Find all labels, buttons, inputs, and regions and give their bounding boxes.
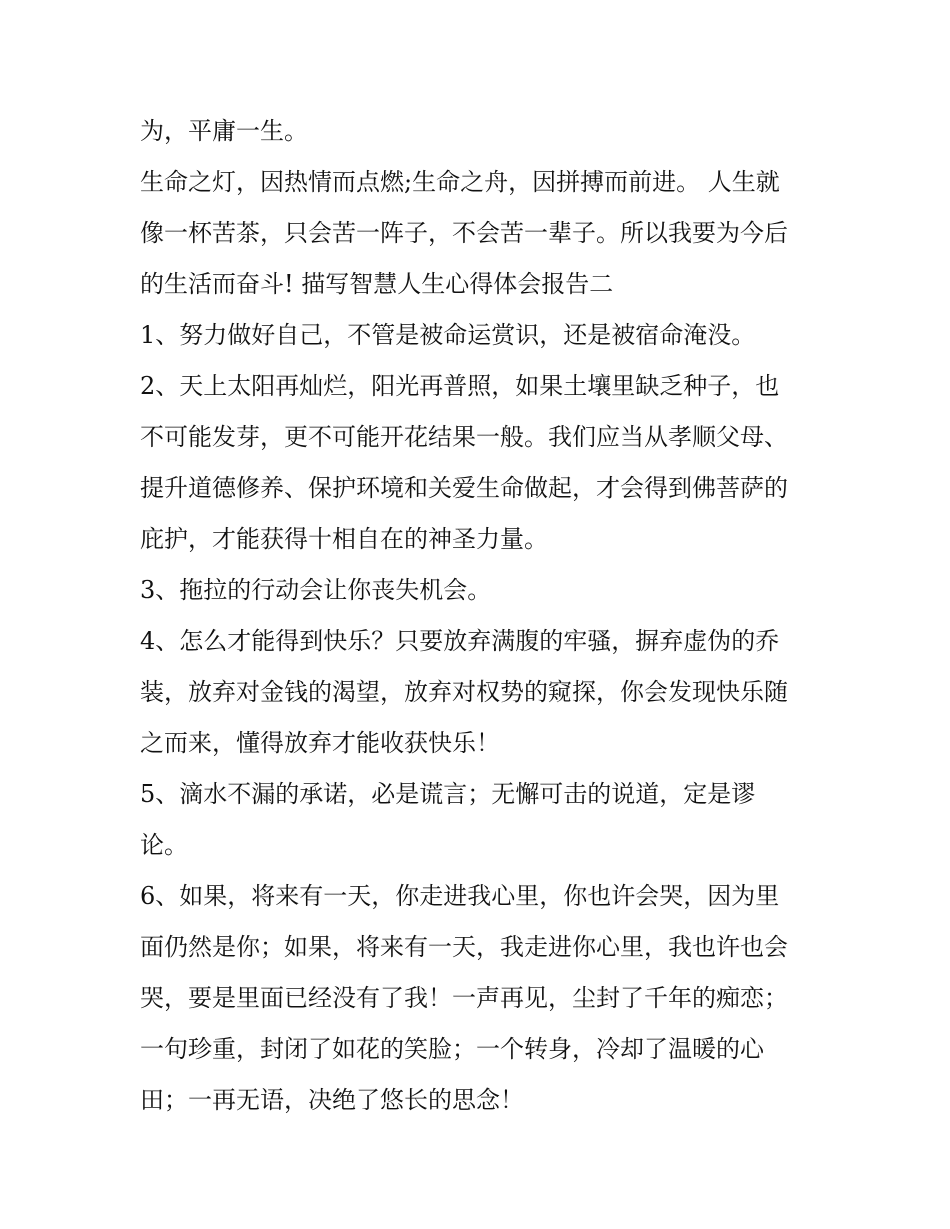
text-line: 不可能发芽，更不可能开花结果一般。我们应当从孝顺父母、 — [140, 423, 788, 451]
text-line: 的生活而奋斗! 描写智慧人生心得体会报告二 — [140, 270, 614, 298]
text-line: 一句珍重，封闭了如花的笑脸；一个转身，冷却了温暖的心 — [140, 1035, 764, 1063]
text-line: 6、如果，将来有一天，你走进我心里，你也许会哭，因为里 — [140, 882, 780, 910]
text-line: 庇护，才能获得十相自在的神圣力量。 — [140, 525, 548, 553]
text-line: 面仍然是你；如果，将来有一天，我走进你心里，我也许也会 — [140, 933, 788, 961]
text-line: 像一杯苦茶，只会苦一阵子，不会苦一辈子。所以我要为今后 — [140, 219, 788, 247]
document-body — [140, 106, 820, 1126]
text-line: 3、拖拉的行动会让你丧失机会。 — [140, 576, 492, 604]
text-line: 为，平庸一生。 — [140, 117, 308, 145]
text-line: 1、努力做好自己，不管是被命运赏识，还是被宿命淹没。 — [140, 321, 756, 349]
text-line: 之而来，懂得放弃才能收获快乐！ — [140, 729, 500, 757]
text-line: 装，放弃对金钱的渴望，放弃对权势的窥探，你会发现快乐随 — [140, 678, 788, 706]
text-line: 生命之灯，因热情而点燃;生命之舟，因拼搏而前进。 人生就 — [140, 168, 780, 196]
text-line: 5、滴水不漏的承诺，必是谎言；无懈可击的说道，定是谬 — [140, 780, 756, 808]
text-line: 论。 — [140, 831, 188, 859]
text-line: 哭，要是里面已经没有了我！一声再见，尘封了千年的痴恋； — [140, 984, 788, 1012]
text-line: 提升道德修养、保护环境和关爱生命做起，才会得到佛菩萨的 — [140, 474, 788, 502]
text-line: 2、天上太阳再灿烂，阳光再普照，如果土壤里缺乏种子，也 — [140, 372, 780, 400]
text-line: 田；一再无语，决绝了悠长的思念！ — [140, 1086, 524, 1114]
text-line: 4、怎么才能得到快乐？只要放弃满腹的牢骚，摒弃虚伪的乔 — [140, 627, 780, 655]
